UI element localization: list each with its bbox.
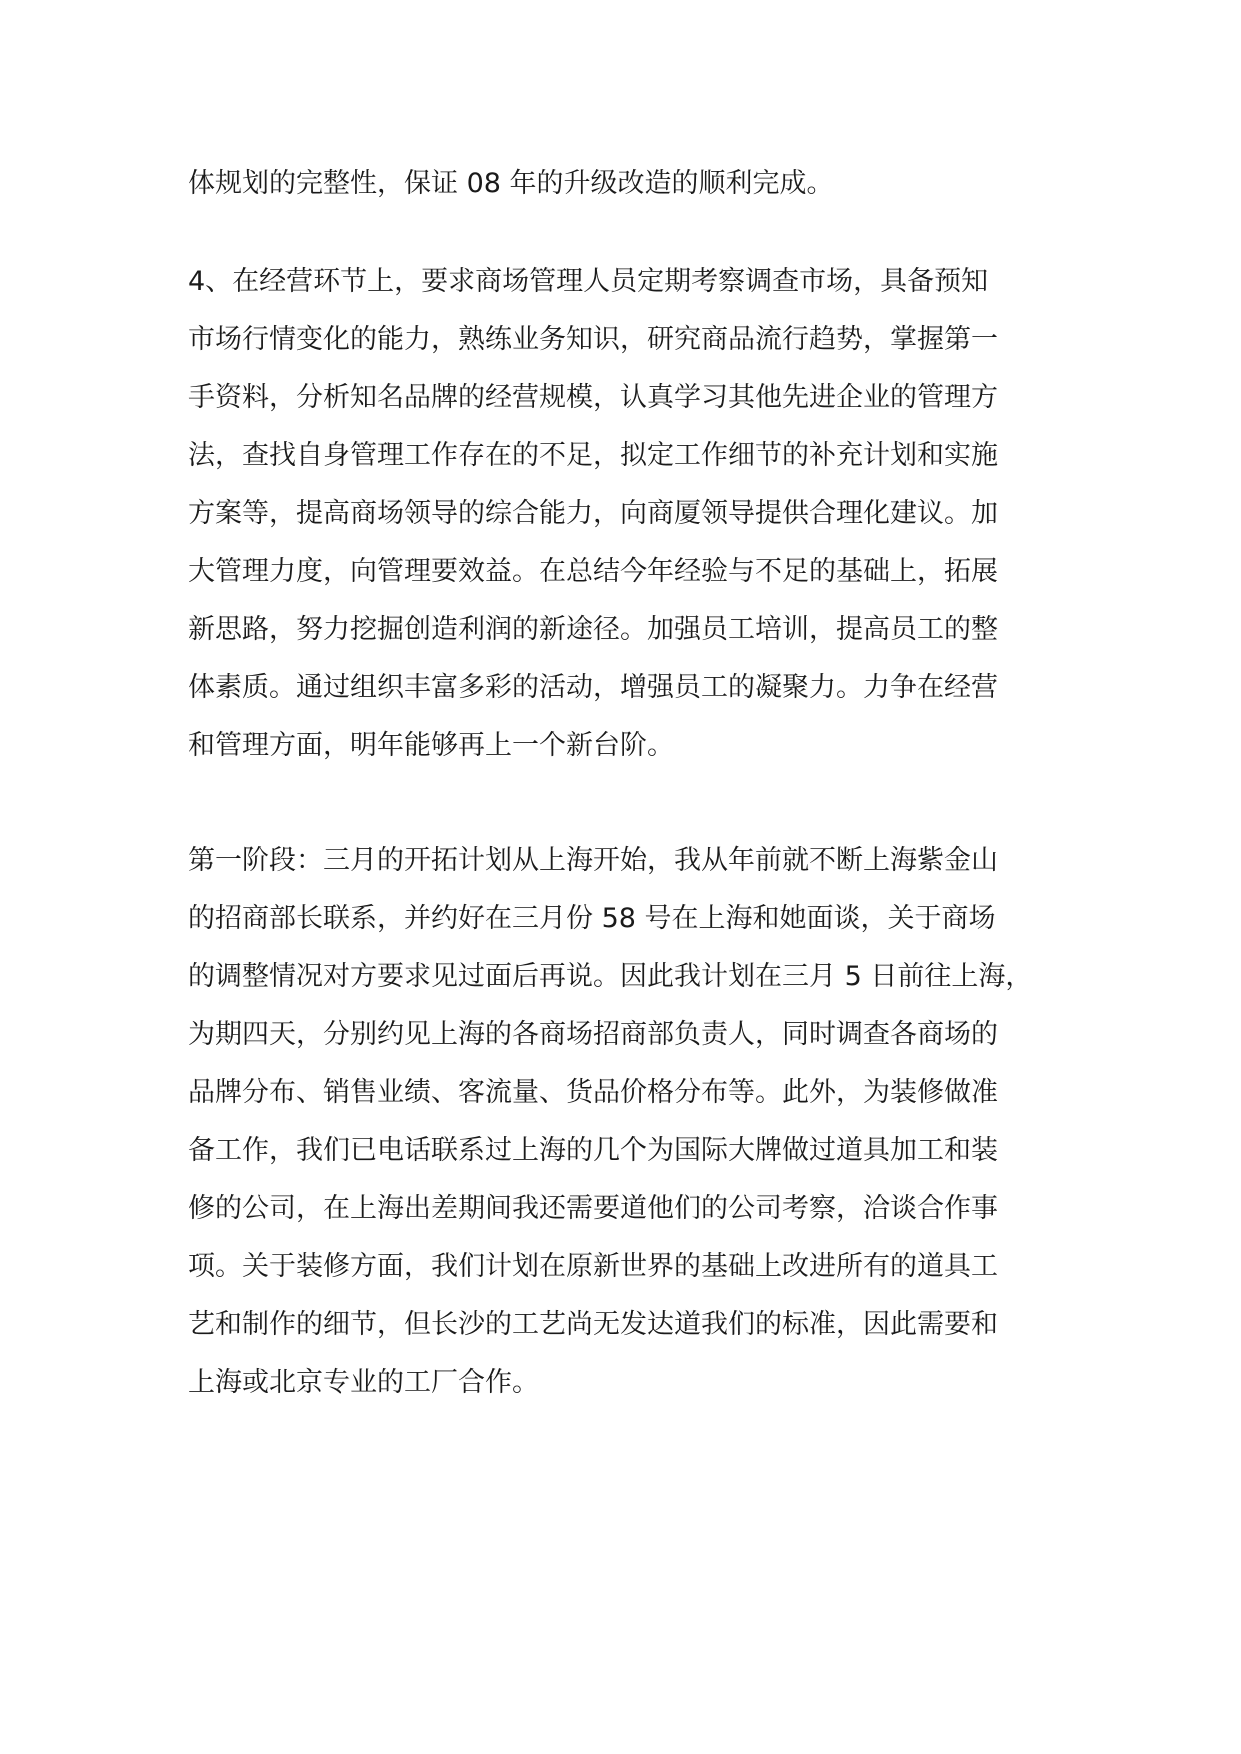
paragraph-2-line-5: 方案等，提高商场领导的综合能力，向商厦领导提供合理化建议。加 [188, 498, 998, 529]
paragraph-2-line-4: 法，查找自身管理工作存在的不足，拟定工作细节的补充计划和实施 [188, 440, 998, 471]
paragraph-3-line-5: 品牌分布、销售业绩、客流量、货品价格分布等。此外，为装修做准 [188, 1077, 998, 1108]
paragraph-2-line-7: 新思路，努力挖掘创造利润的新途径。加强员工培训，提高员工的整 [188, 614, 998, 645]
paragraph-3-line-1: 第一阶段：三月的开拓计划从上海开始，我从年前就不断上海紫金山 [188, 845, 998, 876]
paragraph-1-line-1: 体规划的完整性，保证 08 年的升级改造的顺利完成。 [188, 168, 834, 199]
paragraph-2-line-2: 市场行情变化的能力，熟练业务知识，研究商品流行趋势，掌握第一 [188, 324, 998, 355]
paragraph-2-line-9: 和管理方面，明年能够再上一个新台阶。 [188, 730, 674, 761]
paragraph-3-line-10: 上海或北京专业的工厂合作。 [188, 1367, 539, 1398]
paragraph-3-line-9: 艺和制作的细节，但长沙的工艺尚无发达道我们的标准，因此需要和 [188, 1309, 998, 1340]
paragraph-2-line-1: 4、在经营环节上，要求商场管理人员定期考察调查市场，具备预知 [188, 266, 989, 297]
paragraph-3-line-6: 备工作，我们已电话联系过上海的几个为国际大牌做过道具加工和装 [188, 1135, 998, 1166]
paragraph-2-line-3: 手资料，分析知名品牌的经营规模，认真学习其他先进企业的管理方 [188, 382, 998, 413]
paragraph-3-line-3: 的调整情况对方要求见过面后再说。因此我计划在三月 5 日前往上海， [188, 961, 1033, 992]
paragraph-3-line-7: 修的公司，在上海出差期间我还需要道他们的公司考察，洽谈合作事 [188, 1193, 998, 1224]
paragraph-3-line-4: 为期四天，分别约见上海的各商场招商部负责人，同时调查各商场的 [188, 1019, 998, 1050]
paragraph-3-line-8: 项。关于装修方面，我们计划在原新世界的基础上改进所有的道具工 [188, 1251, 998, 1282]
paragraph-3-line-2: 的招商部长联系，并约好在三月份 58 号在上海和她面谈，关于商场 [188, 903, 996, 934]
paragraph-2-line-6: 大管理力度，向管理要效益。在总结今年经验与不足的基础上，拓展 [188, 556, 998, 587]
paragraph-2-line-8: 体素质。通过组织丰富多彩的活动，增强员工的凝聚力。力争在经营 [188, 672, 998, 703]
